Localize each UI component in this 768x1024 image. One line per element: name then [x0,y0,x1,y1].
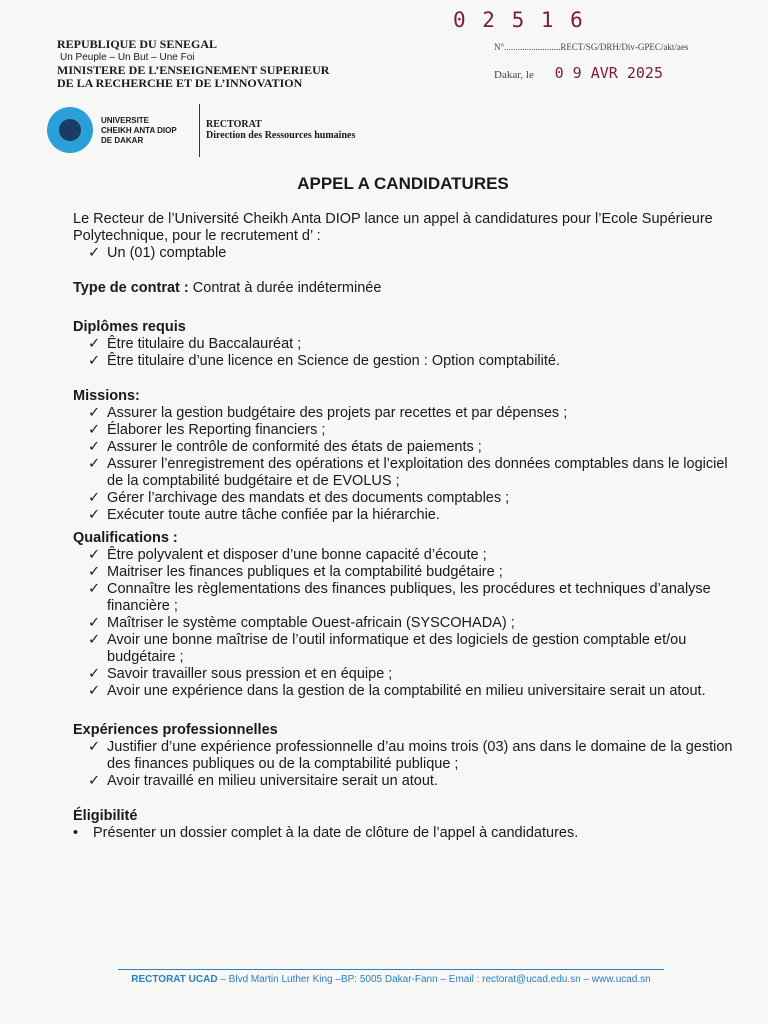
rectorat-block [206,119,355,141]
section-heading-eligibilite: Éligibilité [73,808,138,824]
list-item: ✓ Maîtriser le système comptable Ouest-africain (SYSCOHADA) ; [88,615,515,631]
ministry-line-1: MINISTERE DE L’ENSEIGNEMENT SUPERIEUR [57,63,330,77]
document-body [73,211,733,842]
list-item: ✓ Exécuter toute autre tâche confiée par la hiérarchie. [88,507,440,523]
list-item: ✓ Justifier d’une expérience professionnelle d’au moins trois (03) ans dans le domaine de la gestion des finances publiques ou de la comptabilité publique ; [88,739,733,772]
date-line [494,64,663,82]
list-item: ✓ Gérer l’archivage des mandats et des documents comptables ; [88,490,510,506]
list-item: ✓ Avoir travaillé en milieu universitaire serait un atout. [88,773,438,789]
footer-label: RECTORAT UCAD [131,974,218,985]
republic-name: REPUBLIQUE DU SENEGAL [57,37,218,51]
list-item: ✓ Avoir une expérience dans la gestion de la comptabilité en milieu universitaire serait un atout. [88,683,706,699]
national-motto: Un Peuple – Un But – Une Foi [60,52,195,63]
list-item: ✓ Maitriser les finances publiques et la comptabilité budgétaire ; [88,564,503,580]
list-item: ✓ Assurer le contrôle de conformité des états de paiements ; [88,439,482,455]
list-item: • Présenter un dossier complet à la date de clôture de l’appel à candidatures. [73,825,579,841]
registration-stamp: 0 2 5 1 6 [453,8,585,32]
list-item: ✓ Avoir une bonne maîtrise de l’outil informatique et des logiciels de gestion comptable et/ou budgétaire ; [88,632,687,665]
page-footer [118,969,664,985]
ministry-line-2: DE LA RECHERCHE ET DE L’INNOVATION [57,76,303,90]
list-item: ✓ Être titulaire d’une licence en Science de gestion : Option comptabilité. [88,353,560,369]
list-item: ✓ Élaborer les Reporting financiers ; [88,422,326,438]
university-line-1: UNIVERSITE [101,116,150,125]
date-prefix: Dakar, le [494,69,534,81]
intro-paragraph: Le Recteur de l’Université Cheikh Anta DIOP lance un appel à candidatures pour l’Ecole Supérieure Polytechnique, pour le recrutement d’ : [73,211,713,244]
government-header [57,38,329,90]
list-item: ✓ Un (01) comptable [88,245,227,261]
list-item: ✓ Être titulaire du Baccalauréat ; [88,336,302,352]
date-stamp: 0 9 AVR 2025 [554,64,663,82]
list-item: ✓ Être polyvalent et disposer d’une bonne capacité d’écoute ; [88,547,487,563]
direction-label: Direction des Ressources humaines [206,130,356,141]
list-item: ✓ Connaître les règlementations des finances publiques, les procédures et techniques d’analyse financière ; [88,581,711,614]
university-line-2: CHEIKH ANTA DIOP [101,126,177,135]
list-item: ✓ Assurer l’enregistrement des opérations et l’exploitation des données comptables dans le logiciel de la comptabilité budgétaire et de EVOLUS ; [88,456,728,489]
contract-line: Type de contrat : Contrat à durée indéterminée [73,280,382,296]
ucad-logo-icon [47,107,93,153]
page-title: APPEL A CANDIDATURES [297,174,509,193]
section-heading-missions: Missions: [73,388,140,404]
rectorat-label: RECTORAT [206,119,262,130]
section-heading-experiences: Expériences professionnelles [73,722,278,738]
list-item: ✓ Savoir travailler sous pression et en équipe ; [88,666,393,682]
list-item: ✓ Assurer la gestion budgétaire des projets par recettes et par dépenses ; [88,405,568,421]
section-heading-qualifications: Qualifications : [73,530,178,546]
section-heading-diplomes: Diplômes requis [73,319,186,335]
footer-text: – Blvd Martin Luther King –BP: 5005 Dakar-Fann – Email : rectorat@ucad.edu.sn – www.ucad.sn [217,974,651,985]
university-line-3: DE DAKAR [101,136,144,145]
university-name [101,116,177,146]
reference-number: N°.........................RECT/SG/DRH/Div-GPEC/akt/aes [494,42,689,52]
header-divider [199,104,200,157]
